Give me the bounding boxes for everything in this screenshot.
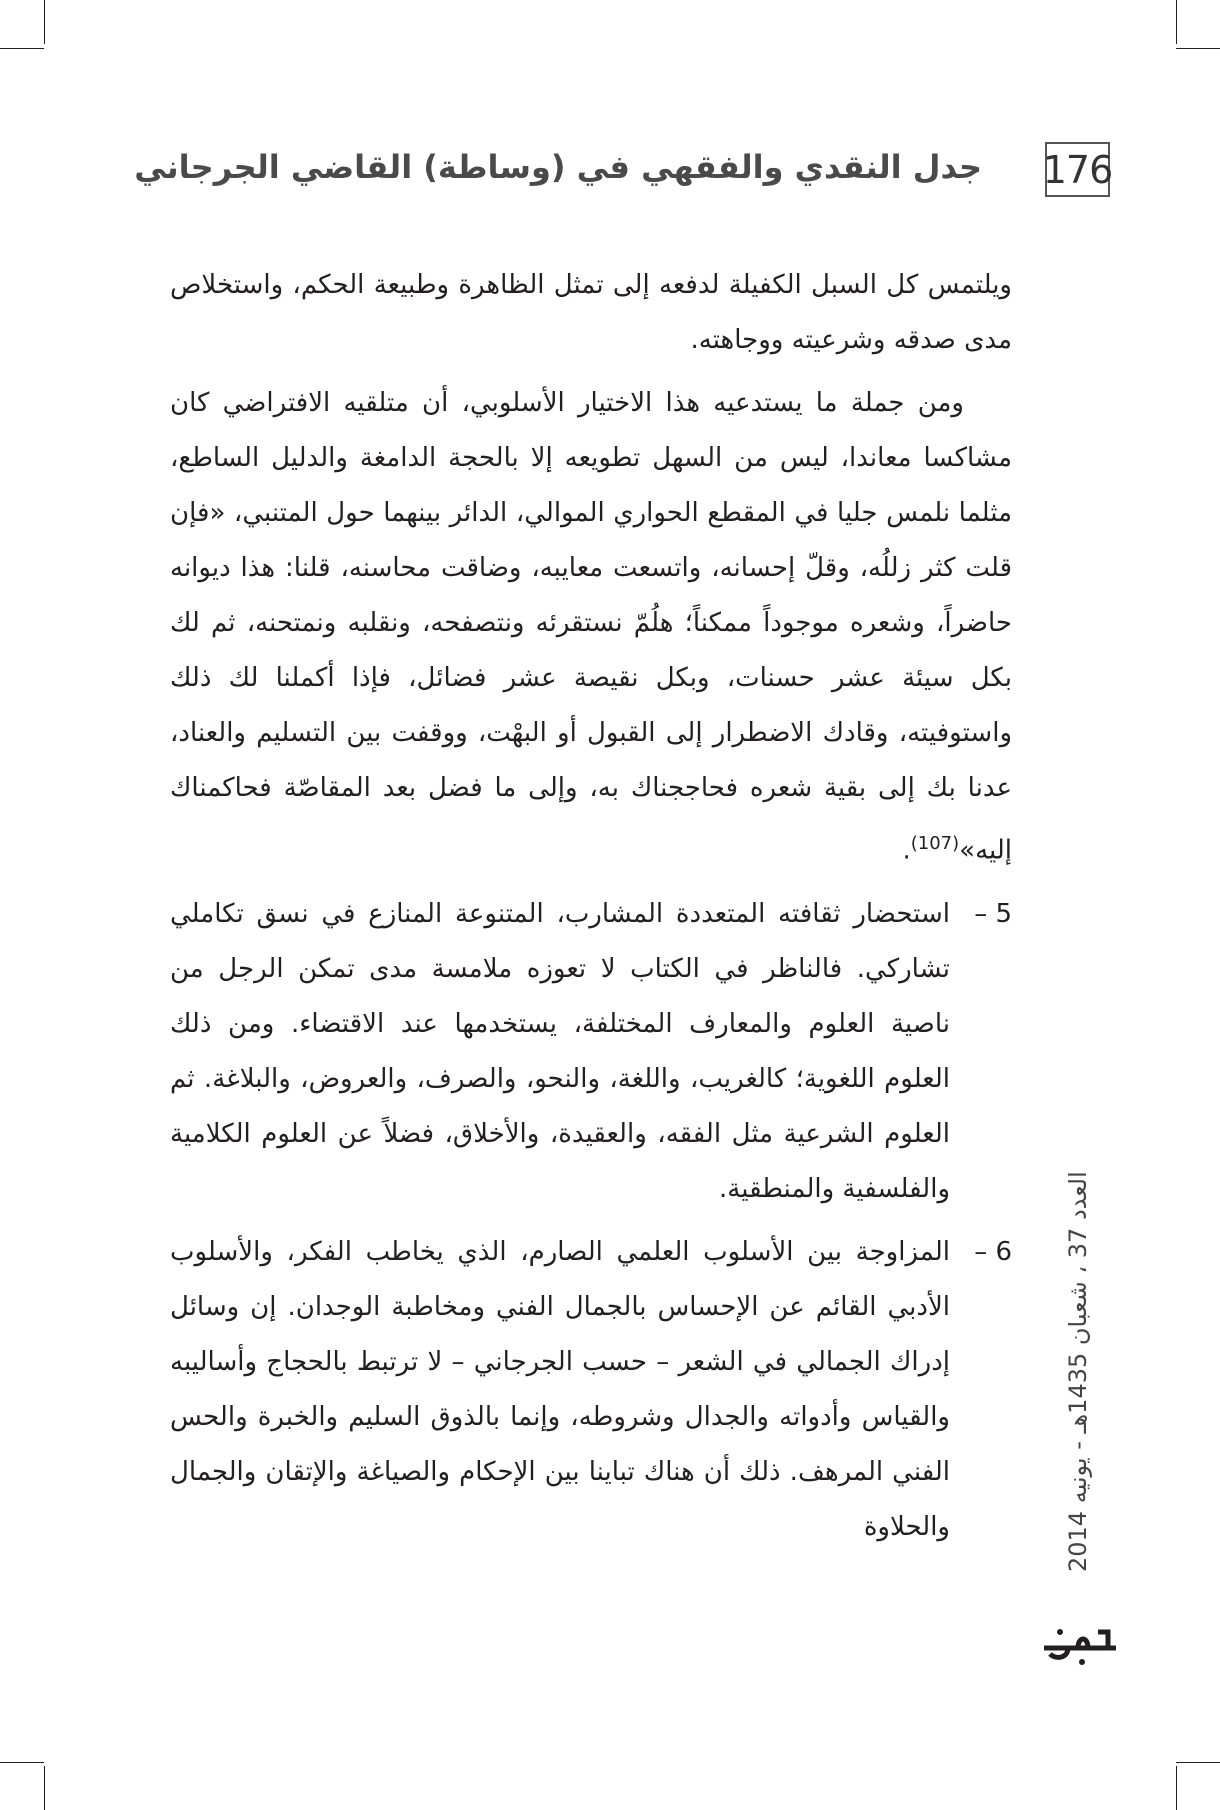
paragraph-text: ومن جملة ما يستدعيه هذا الاختيار الأسلوبي، أن متلقيه الافتراضي كان مشاكسا معاندا، ليس من السهل تطويعه إلا بالحجة الدامغة والدليل الساطع، مثلما نلمس جليا في المقطع الحواري الموالي، الدائر بينهما حول المتنبي، «فإن قلت كثر زللُه، وقلّ إحسانه، واتسعت معايبه، وضاقت محاسنه، قلنا: هذا ديوانه حاضراً، وشعره موجوداً ممكناً؛ هلُمّ نستقرئه ونتصفحه، ونقلبه ونمتحنه، ثم لك بكل سيئة عشر حسنات، وبكل نقيصة عشر فضائل، فإذا أكملنا لك ذلك واستوفيته، وقادك الاضطرار إلى القبول أو البهْت، ووقفت بين التسليم والعناد، عدنا بك إلى بقية شعره فحاججناك به، وإلى ما فضل بعد المقاصّة فحاكمناك إليه»: [170, 388, 1012, 866]
paragraph: [170, 376, 1012, 879]
paragraph-end: .: [902, 835, 911, 866]
list-item: [170, 887, 1012, 1217]
page-number: 176: [1045, 142, 1110, 197]
list-number: 5 –: [974, 898, 1012, 929]
journal-logo: [1038, 1618, 1122, 1674]
crop-mark: [1176, 0, 1177, 44]
crop-mark: [1176, 1766, 1177, 1810]
list-number: 6 –: [974, 1236, 1012, 1267]
paragraph: ويلتمس كل السبل الكفيلة لدفعه إلى تمثل الظاهرة وطبيعة الحكم، واستخلاص مدى صدقه وشرعيته ووجاهته.: [170, 270, 1012, 355]
list-item: [170, 1225, 1012, 1555]
issue-info: العدد 37 ، شعبان 1435هـ - يونيه 2014: [1064, 1171, 1092, 1572]
crop-mark: [44, 0, 45, 44]
crop-mark: [0, 1762, 44, 1763]
list-item-text: استحضار ثقافته المتعددة المشارب، المتنوعة المنازع في نسق تكاملي تشاركي. فالناظر في الكتاب لا تعوزه ملامسة مدى تمكن الرجل من ناصية العلوم والمعارف المختلفة، يستخدمها عند الاقتضاء. ومن ذلك العلوم اللغوية؛ كالغريب، واللغة، والنحو، والصرف، والعروض، والبلاغة. ثم العلوم الشرعية مثل الفقه، والعقيدة، والأخلاق، فضلاً عن العلوم الكلامية والفلسفية والمنطقية.: [170, 898, 950, 1204]
list-item-text: المزاوجة بين الأسلوب العلمي الصارم، الذي يخاطب الفكر، والأسلوب الأدبي القائم عن الإحساس بالجمال الفني ومخاطبة الوجدان. إن وسائل إدراك الجمالي في الشعر – حسب الجرجاني – لا ترتبط بالحجاج وأساليبه والقياس وأدواته والجدال وشروطه، وإنما بالذوق السليم والخبرة والحس الفني المرهف. ذلك أن هناك تباينا بين الإحكام والصياغة والإتقان والجمال والحلاوة: [170, 1236, 950, 1542]
main-text: [170, 258, 1012, 1563]
running-title: جدل النقدي والفقهي في (وساطة) القاضي الجرجاني: [134, 148, 982, 186]
crop-mark: [1176, 1762, 1220, 1763]
crop-mark: [1176, 48, 1220, 49]
footnote-ref: (107): [910, 833, 960, 854]
crop-mark: [0, 48, 44, 49]
crop-mark: [44, 1766, 45, 1810]
